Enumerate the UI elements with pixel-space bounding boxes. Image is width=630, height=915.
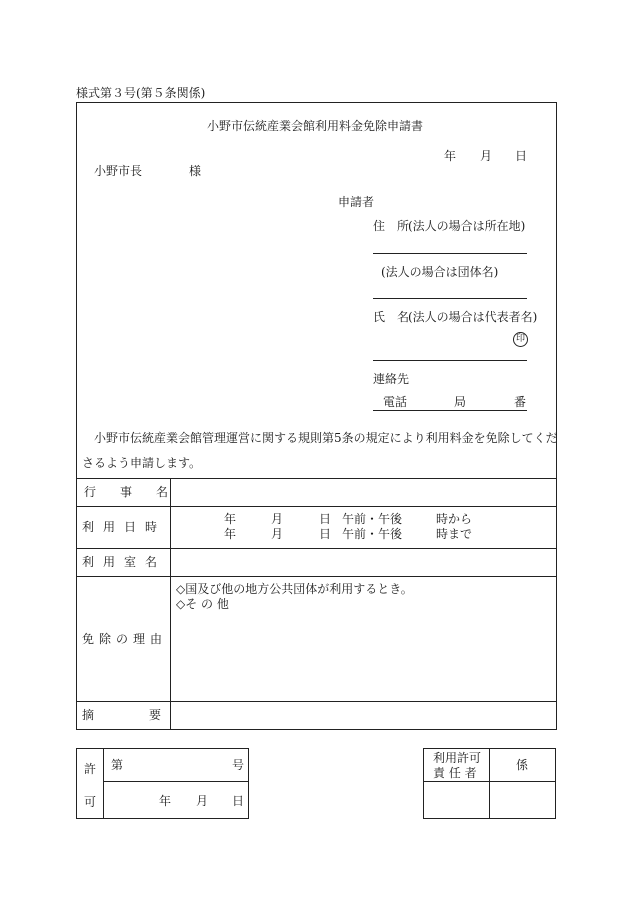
group-note: (法人の場合は団体名) — [381, 265, 499, 279]
permit-number-suffix: 号 — [232, 758, 245, 772]
name-note: (法人の場合は代表者名) — [408, 310, 538, 324]
form-number: 様式第３号(第５条関係) — [76, 86, 206, 100]
phone-exchange-label: 局 — [454, 395, 467, 409]
start-month-label: 月 — [271, 512, 284, 526]
permit-label-bottom: 可 — [84, 795, 97, 809]
approver-label-line1: 利用許可 — [433, 751, 482, 765]
permit-box — [76, 748, 249, 819]
permit-label-top: 許 — [84, 762, 97, 776]
permit-number-prefix: 第 — [111, 758, 124, 772]
name-input-line[interactable] — [373, 360, 527, 361]
phone-input-line[interactable] — [373, 410, 527, 411]
name-label: 氏 名 — [373, 310, 410, 324]
permit-month-label: 月 — [196, 794, 209, 808]
start-year-label: 年 — [224, 512, 237, 526]
end-year-label: 年 — [224, 527, 237, 541]
staff-label: 係 — [516, 758, 529, 772]
room-name-field[interactable] — [171, 549, 556, 576]
reason-option-public-body[interactable]: ◇国及び他の地方公共団体が利用するとき。 — [176, 582, 413, 596]
row-label-summary: 摘要 — [82, 708, 217, 722]
group-name-input-line[interactable] — [373, 298, 527, 299]
date-day-label: 日 — [515, 149, 528, 163]
event-name-label: 行事名 — [84, 485, 193, 499]
addressee-honorific: 様 — [189, 164, 202, 178]
date-year-label: 年 — [444, 149, 457, 163]
date-month-label: 月 — [480, 149, 493, 163]
start-ampm-label: 午前・午後 — [342, 512, 403, 526]
start-day-label: 日 — [319, 512, 332, 526]
row-label-reason: 免除の理由 — [82, 632, 168, 646]
address-label: 住 所 — [373, 219, 410, 233]
approver-label-line2: 責 任 者 — [433, 766, 477, 780]
end-day-label: 日 — [319, 527, 332, 541]
row-label-event-name — [84, 485, 193, 499]
approver-stamp-field[interactable] — [424, 782, 489, 818]
address-note: (法人の場合は所在地) — [408, 219, 526, 233]
permit-divider — [103, 748, 104, 819]
addressee-name: 小野市長 — [94, 164, 143, 178]
end-time-label: 時まで — [436, 527, 473, 541]
seal-icon: 印 — [513, 332, 528, 347]
applicant-heading: 申請者 — [338, 195, 375, 209]
form-title: 小野市伝統産業会館利用料金免除申請書 — [206, 119, 423, 133]
row-label-usage-datetime: 利用日時 — [82, 520, 167, 534]
reason-option-other[interactable]: ◇そ の 他 — [176, 597, 229, 611]
table-rule — [76, 576, 557, 577]
phone-label: 電話 — [383, 395, 408, 409]
address-input-line[interactable] — [373, 253, 527, 254]
end-ampm-label: 午前・午後 — [342, 527, 403, 541]
staff-stamp-field[interactable] — [490, 782, 555, 818]
request-text-line1: 小野市伝統産業会館管理運営に関する規則第5条の規定により利用料金を免除してくだ — [94, 431, 558, 445]
start-time-label: 時から — [436, 512, 473, 526]
row-label-room: 利用室名 — [82, 555, 167, 569]
phone-number-label: 番 — [514, 395, 527, 409]
permit-row-rule — [103, 781, 249, 782]
event-name-field[interactable] — [171, 479, 556, 506]
summary-field[interactable] — [171, 702, 556, 729]
contact-label: 連絡先 — [373, 372, 410, 386]
request-text-line2: さるよう申請します。 — [82, 456, 202, 470]
permit-year-label: 年 — [159, 794, 172, 808]
permit-day-label: 日 — [232, 794, 245, 808]
end-month-label: 月 — [271, 527, 284, 541]
